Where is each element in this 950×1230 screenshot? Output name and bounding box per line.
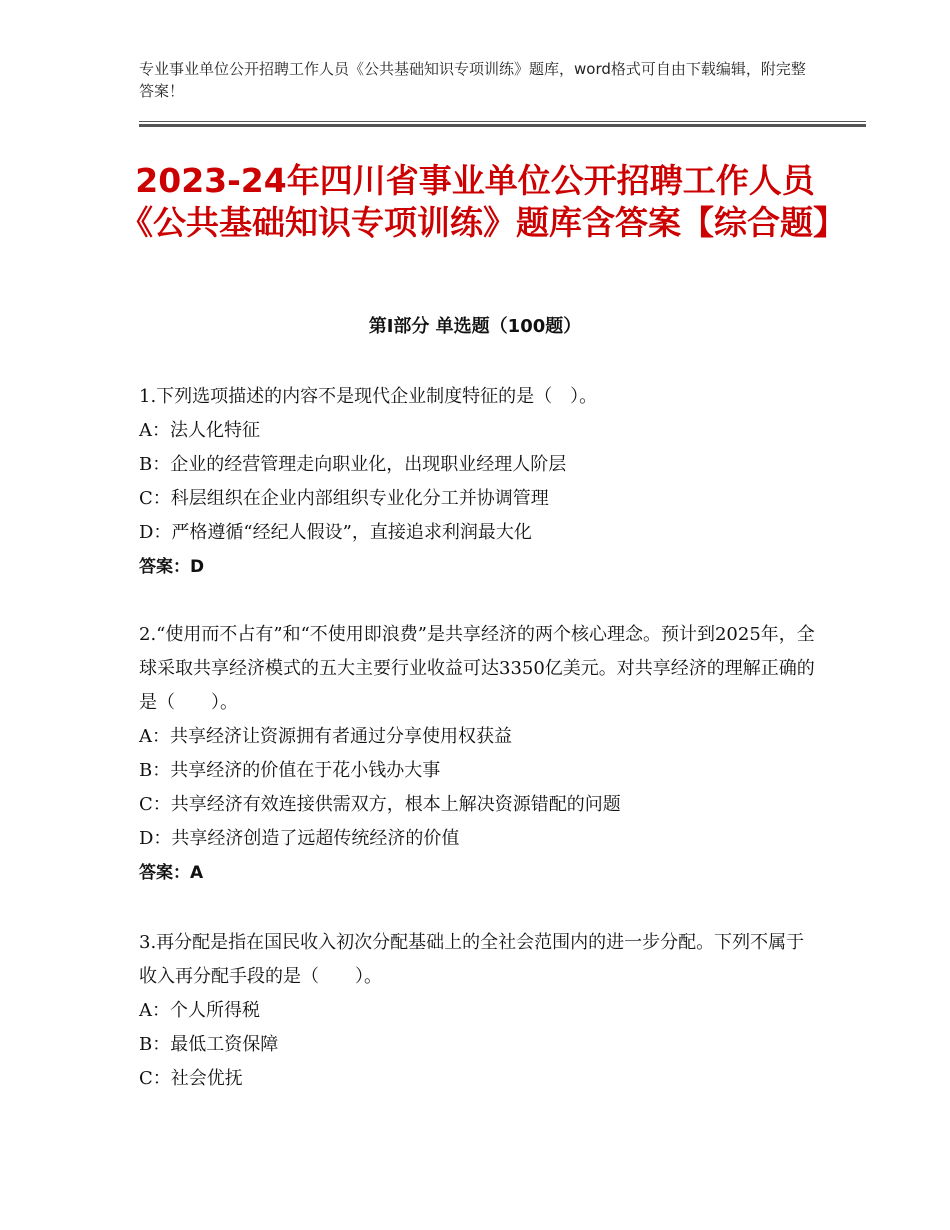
question-stem: 2.“使用而不占有”和“不使用即浪费”是共享经济的两个核心理念。预计到2025年，全球采取共享经济模式的五大主要行业收益可达3350亿美元。对共享经济的理解正确的是（ ）。 <box>139 624 815 713</box>
answer: 答案：D <box>139 557 205 577</box>
answer: 答案：A <box>139 863 204 883</box>
question-stem: 3.再分配是指在国民收入初次分配基础上的全社会范围内的进一步分配。下列不属于收入再分配手段的是（ ）。 <box>139 932 805 987</box>
header-note: 专业事业单位公开招聘工作人员《公共基础知识专项训练》题库，word格式可自由下载编辑，附完整答案！ <box>139 60 806 100</box>
option-b: B：最低工资保障 <box>139 1034 279 1055</box>
option-a: A：共享经济让资源拥有者通过分享使用权获益 <box>139 726 512 747</box>
option-c: C：社会优抚 <box>139 1068 243 1089</box>
option-b: B：共享经济的价值在于花小钱办大事 <box>139 760 441 781</box>
question-2 <box>139 618 819 890</box>
question-3 <box>139 926 819 1096</box>
header-rule-thin <box>139 121 866 122</box>
option-c: C：科层组织在企业内部组织专业化分工并协调管理 <box>139 488 549 509</box>
section-heading: 第Ⅰ部分 单选题（100题） <box>368 316 582 337</box>
option-a: A：个人所得税 <box>139 1000 260 1021</box>
header-rule-thick <box>139 124 866 127</box>
document-title: 2023-24年四川省事业单位公开招聘工作人员《公共基础知识专项训练》题库含答案【综合题】 <box>120 161 846 242</box>
option-d: D：共享经济创造了远超传统经济的价值 <box>139 828 460 849</box>
option-a: A：法人化特征 <box>139 420 260 441</box>
option-d: D：严格遵循“经纪人假设”，直接追求利润最大化 <box>139 522 532 543</box>
option-b: B：企业的经营管理走向职业化，出现职业经理人阶层 <box>139 454 567 475</box>
question-1 <box>139 380 819 584</box>
question-stem: 1.下列选项描述的内容不是现代企业制度特征的是（ ）。 <box>139 386 598 407</box>
option-c: C：共享经济有效连接供需双方，根本上解决资源错配的问题 <box>139 794 621 815</box>
